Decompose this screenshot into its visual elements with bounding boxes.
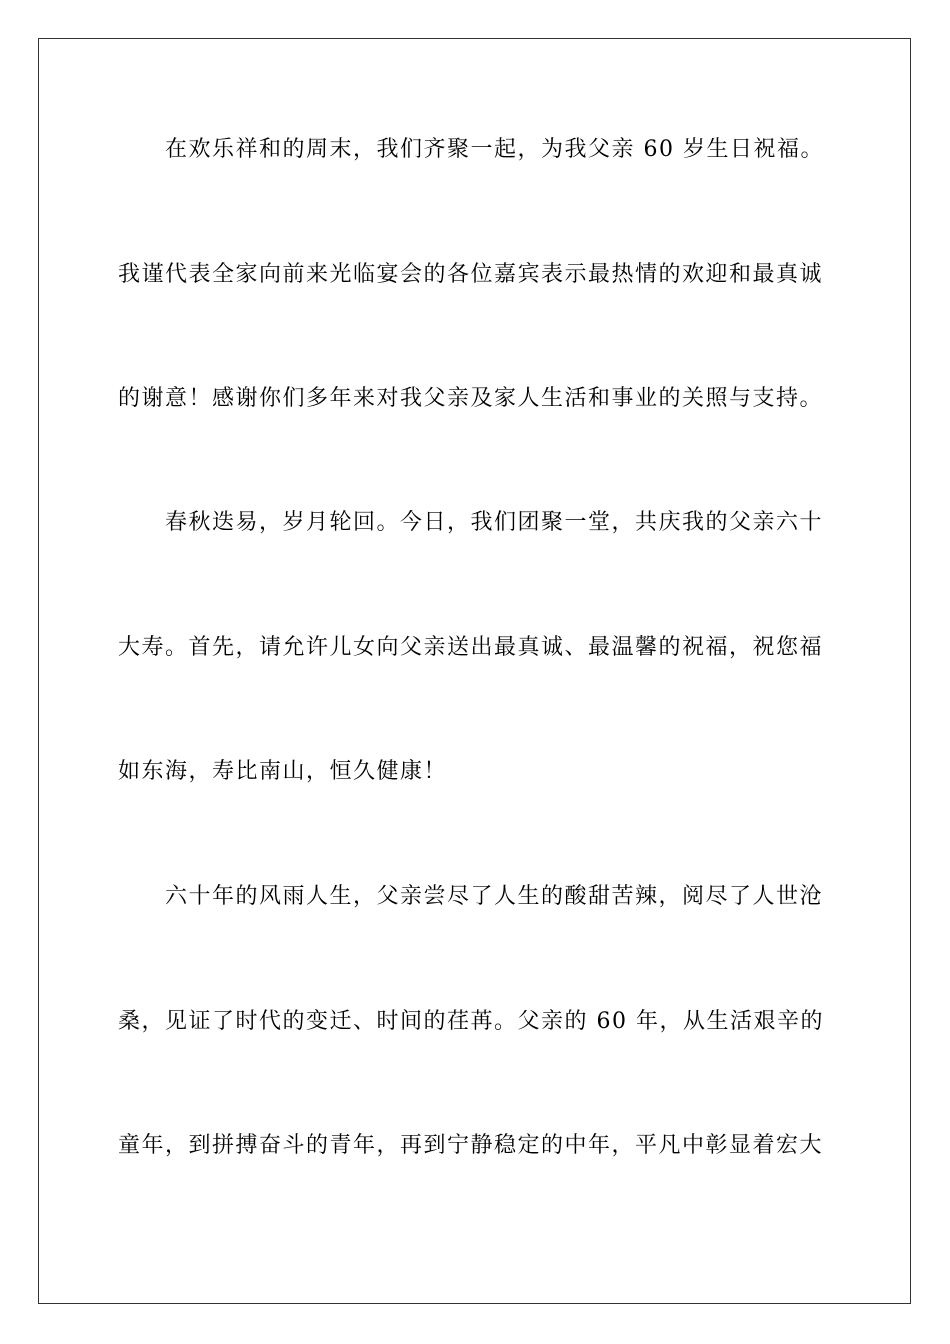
paragraph-2-line-1: 春秋迭易，岁月轮回。今日，我们团聚一堂，共庆我的父亲六十 <box>165 510 824 535</box>
paragraph-2-line-3: 如东海，寿比南山，恒久健康！ <box>118 759 448 784</box>
paragraph-2-line-2: 大寿。首先，请允许儿女向父亲送出最真诚、最温馨的祝福，祝您福 <box>118 635 824 660</box>
paragraph-1-line-3: 的谢意！感谢你们多年来对我父亲及家人生活和事业的关照与支持。 <box>118 386 824 411</box>
paragraph-3-line-2: 桑，见证了时代的变迁、时间的荏苒。父亲的 60 年，从生活艰辛的 <box>118 1009 824 1034</box>
page-frame <box>38 38 911 1304</box>
paragraph-1-line-2: 我谨代表全家向前来光临宴会的各位嘉宾表示最热情的欢迎和最真诚 <box>118 262 824 287</box>
paragraph-3-line-1: 六十年的风雨人生，父亲尝尽了人生的酸甜苦辣，阅尽了人世沧 <box>165 884 824 909</box>
paragraph-3-line-3: 童年，到拼搏奋斗的青年，再到宁静稳定的中年，平凡中彰显着宏大 <box>118 1133 824 1158</box>
paragraph-1-line-1: 在欢乐祥和的周末，我们齐聚一起，为我父亲 60 岁生日祝福。 <box>165 137 824 162</box>
